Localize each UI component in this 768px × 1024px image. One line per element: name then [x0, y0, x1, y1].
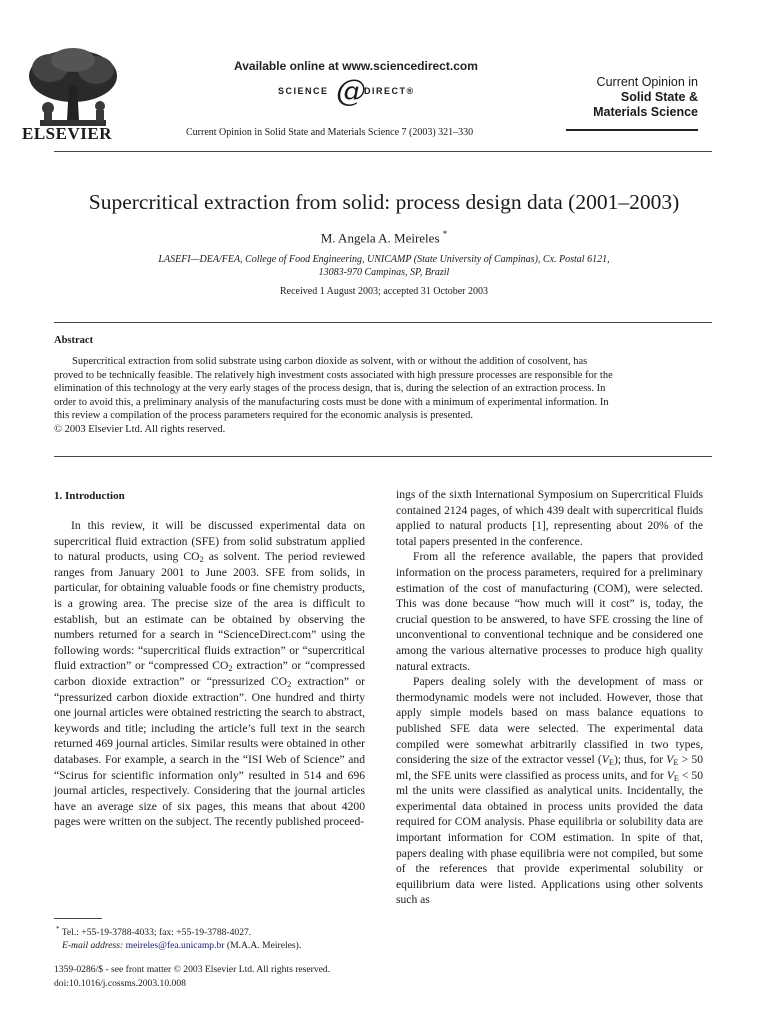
footnote-rule: [54, 918, 102, 919]
abstract-top-rule: [54, 322, 712, 323]
journal-title-line3: Materials Science: [593, 105, 698, 119]
at-sign-icon: @: [336, 74, 366, 109]
author-line: [0, 229, 768, 246]
footnote: [54, 923, 374, 952]
affiliation-line2: 13083-970 Campinas, SP, Brazil: [318, 267, 450, 278]
footnote-contact: * Tel.: +55-19-3788-4033; fax: +55-19-3788-4027.: [56, 925, 252, 939]
footnote-mark: *: [56, 925, 60, 933]
header-rule: [54, 151, 712, 152]
intro-paragraph-1: In this review, it will be discussed experimental data on supercritical fluid extraction (SFE) from solid substratum applied to natural products, using $CO_2$ as solvent. The period reviewed ranges from January 2001 to June 2003. SFE from solids, in particular, for obtaining valuable foods or fine chemistry products, is a growing area. The precise size of the area is difficult to establish, but an estimate can be obtained by observing the numbers returned for a search in “ScienceDirect.com” using the following words: “supercritical fluids extraction” or “supercritical fluid extraction” or “compressed $CO_2$ extraction” or “compressed carbon dioxide extraction” or “pressurized $CO_2$ extraction” or “pressurized carbon dioxide extraction”. One hundred and thirty one journal articles were obtained restricting the search to abstract, keywords and title; including the article’s full text in the search returned 469 journal articles. Similar results were obtained in other databases. For example, a search in the “ISI Web of Science” and “Scirus for scientific information only” resulted in 514 and 696 journal articles, respectively. Considering that the journal articles have an average size of six pages, this means that about 4200 pages were written on the subject. The recently published proceed-: [54, 519, 366, 829]
abstract-copyright: © 2003 Elsevier Ltd. All rights reserved.: [54, 423, 226, 435]
available-online-link[interactable]: Available online at www.sciencedirect.com: [234, 59, 478, 73]
author-footnote-mark[interactable]: *: [442, 229, 448, 239]
issn-line: 1359-0286/$ - see front matter © 2003 Elsevier Ltd. All rights reserved.: [54, 964, 331, 975]
author-email-link[interactable]: meireles@fea.unicamp.br: [125, 939, 225, 951]
abstract-bottom-rule: [54, 456, 712, 457]
right-paragraph-2: From all the reference available, the papers that provided information on the process parameters, required for a preliminary estimation of the cost of manufacturing (COM), were selected. This was done because “how much will it cost” is, today, the crucial question to be answered, to have SFE crossing the line of unconventional to conventional technique and be considered one among the various alternative processes to produce high quality natural extracts.: [396, 550, 703, 673]
journal-title-line1: Current Opinion in: [596, 75, 698, 89]
affiliation-line1: LASEFI—DEA/FEA, College of Food Engineering, UNICAMP (State University of Campinas), Cx. Postal 6121,: [158, 254, 610, 265]
abstract-line: Supercritical extraction from solid substrate using carbon dioxide as solvent, with or without the addition of cosolvent, has: [72, 356, 588, 367]
right-column-text: [396, 487, 703, 908]
received-dates: Received 1 August 2003; accepted 31 October 2003: [280, 286, 488, 297]
journal-title-line2: Solid State &: [620, 90, 698, 104]
publisher-name: ELSEVIER: [22, 124, 112, 143]
abstract-line: order to avoid this, a preliminary analysis of the manufacturing costs must be done with a minimum of experimental information. In: [54, 396, 609, 408]
journal-title-box: [566, 75, 698, 120]
abstract-body: [54, 355, 704, 437]
footnote-email-line: E-mail address: meireles@fea.unicamp.br (M.A.A. Meireles).: [62, 939, 302, 951]
sciencedirect-logo: SCIENCE @ DIRECT®: [278, 74, 415, 109]
abstract-heading: Abstract: [54, 335, 94, 346]
journal-box-rule: [566, 129, 698, 131]
doi-link[interactable]: doi:10.1016/j.cossms.2003.10.008: [54, 978, 186, 989]
elsevier-logo: [20, 46, 126, 142]
author-name: M. Angela A. Meireles: [320, 230, 440, 246]
right-paragraph-1: ings of the sixth International Symposium on Supercritical Fluids contained 2124 pages, of which 439 dealt with supercritical fluids applied to natural products [1], representing about 20% of the total papers presented in the conference.: [396, 488, 703, 548]
abstract-line: proved to be technically feasible. The relatively high investment costs associated with high pressure processes are responsible for the: [54, 369, 613, 381]
elsevier-tree-icon: [20, 46, 126, 128]
abstract-line: this review a compilation of the process parameters required for the economic analysis is presented.: [54, 410, 473, 422]
right-paragraph-3: Papers dealing solely with the development of mass or thermodynamic models were not included. However, those that apply simple models based on mass balance equations to published SFE data were selected. The experimental data compiled were somewhat arbitrarily classified in two types, considering the size of the extractor vessel $(V_E)$; thus, for $V_E > 50$ ml, the SFE units were classified as process units, and for $V_E < 50$ ml the units were classified as analytical units. Incidentally, the experimental data obtained in process units provided the data required for COM analysis. Phase equilibria or solubility data are important information for COM estimation. In spite of that, papers dealing with phase equilibria were not compiled, but some of the references that provide experimental solubility or equilibrium data were listed. Applications using other solvents such as: [396, 675, 703, 907]
article-title: Supercritical extraction from solid: process design data (2001–2003): [88, 190, 680, 214]
section-heading-introduction: 1. Introduction: [54, 490, 125, 502]
abstract-line: elimination of this technology at the very early stages of the process design, that is, during the selection of an extraction process. In: [54, 383, 606, 395]
journal-citation: Current Opinion in Solid State and Materials Science 7 (2003) 321–330: [186, 127, 474, 138]
